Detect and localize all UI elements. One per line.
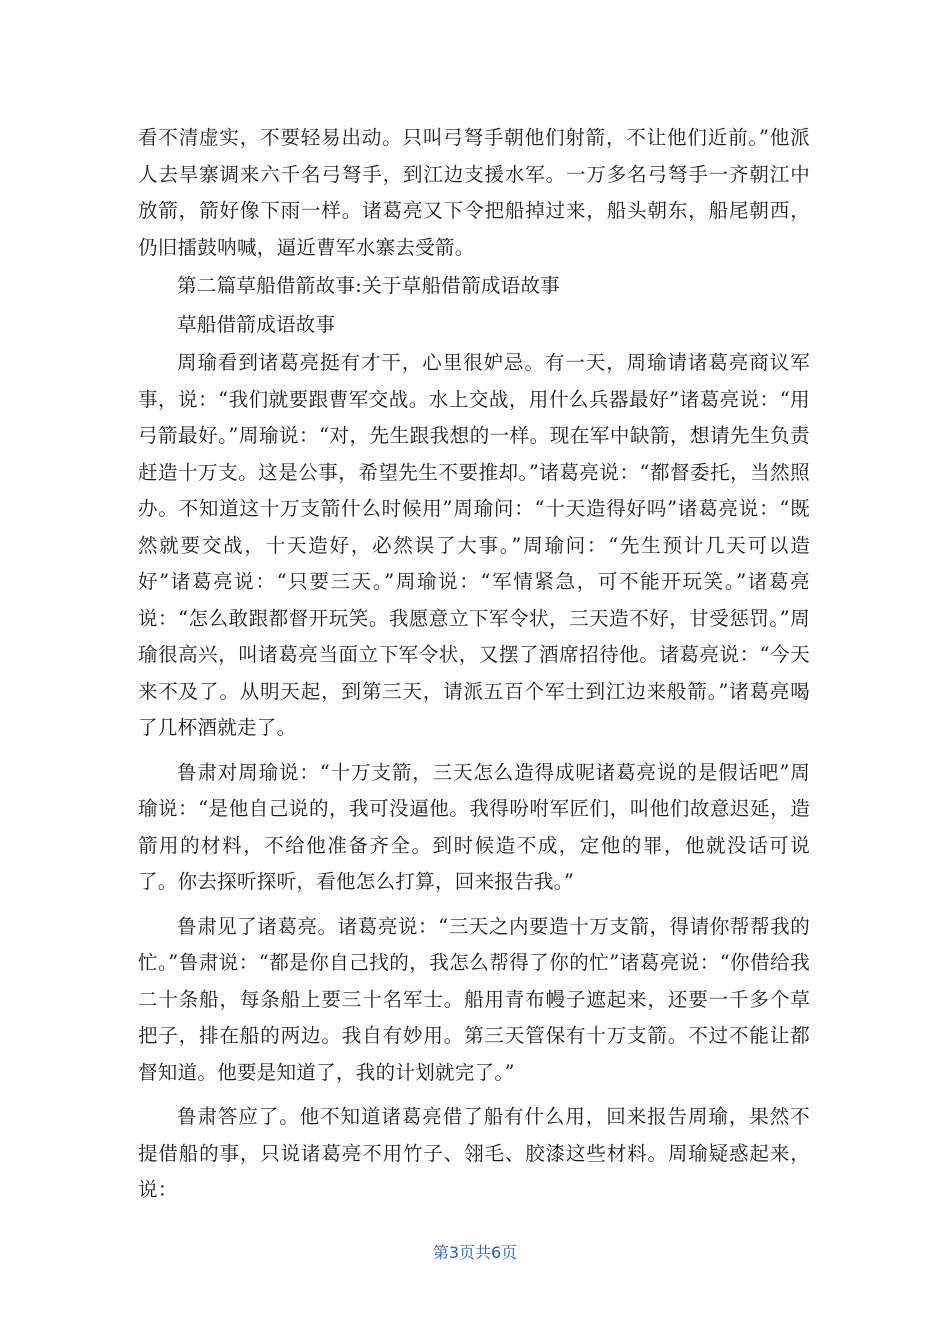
section-subheading: 草船借箭成语故事 (177, 312, 336, 336)
paragraph: 鲁肃对周瑜说：“十万支箭，三天怎么造得成呢诸葛亮说的是假话吧”周瑜说：“是他自己说的，我可没逼他。我得吩咐军匠们，叫他们故意迟延，造箭用的材料，不给他准备齐全。到时候造不成，定他的罪，他就没话可说了。你去探听探听，看他怎么打算，回来报告我。” (138, 760, 810, 893)
page-number: 第3页共6页 (432, 1243, 518, 1262)
paragraph: 鲁肃答应了。他不知道诸葛亮借了船有什么用，回来报告周瑜，果然不提借船的事，只说诸葛亮不用竹子、翎毛、胶漆这些材料。周瑜疑惑起来，说： (138, 1105, 810, 1201)
paragraph-continuation: 看不清虚实，不要轻易出动。只叫弓弩手朝他们射箭，不让他们近前。”他派人去旱寨调来六千名弓弩手，到江边支援水军。一万多名弓弩手一齐朝江中放箭，箭好像下雨一样。诸葛亮又下令把船掉过来，船头朝东，船尾朝西，仍旧擂鼓呐喊，逼近曹军水寨去受箭。 (138, 126, 810, 259)
paragraph: 鲁肃见了诸葛亮。诸葛亮说：“三天之内要造十万支箭，得请你帮帮我的忙。”鲁肃说：“都是你自己找的，我怎么帮得了你的忙”诸葛亮说：“你借给我二十条船，每条船上要三十名军士。船用青布幔子遮起来，还要一千多个草把子，排在船的两边。我自有妙用。第三天管保有十万支箭。不过不能让都督知道。他要是知道了，我的计划就完了。” (138, 914, 810, 1084)
section-heading: 第二篇草船借箭故事:关于草船借箭成语故事 (177, 274, 561, 297)
paragraph: 周瑜看到诸葛亮挺有才干，心里很妒忌。有一天，周瑜请诸葛亮商议军事，说：“我们就要跟曹军交战。水上交战，用什么兵器最好”诸葛亮说：“用弓箭最好。”周瑜说：“对，先生跟我想的一样。现在军中缺箭，想请先生负责赶造十万支。这是公事，希望先生不要推却。”诸葛亮说：“都督委托，当然照办。不知道这十万支箭什么时候用”周瑜问：“十天造得好吗”诸葛亮说：“既然就要交战，十天造好，必然误了大事。”周瑜问：“先生预计几天可以造好”诸葛亮说：“只要三天。”周瑜说：“军情紧急，可不能开玩笑。”诸葛亮说：“怎么敢跟都督开玩笑。我愿意立下军令状，三天造不好，甘受惩罚。”周瑜很高兴，叫诸葛亮当面立下军令状，又摆了酒席招待他。诸葛亮说：“今天来不及了。从明天起，到第三天，请派五百个军士到江边来般箭。”诸葛亮喝了几杯酒就走了。 (138, 351, 810, 739)
document-body (138, 120, 810, 1209)
